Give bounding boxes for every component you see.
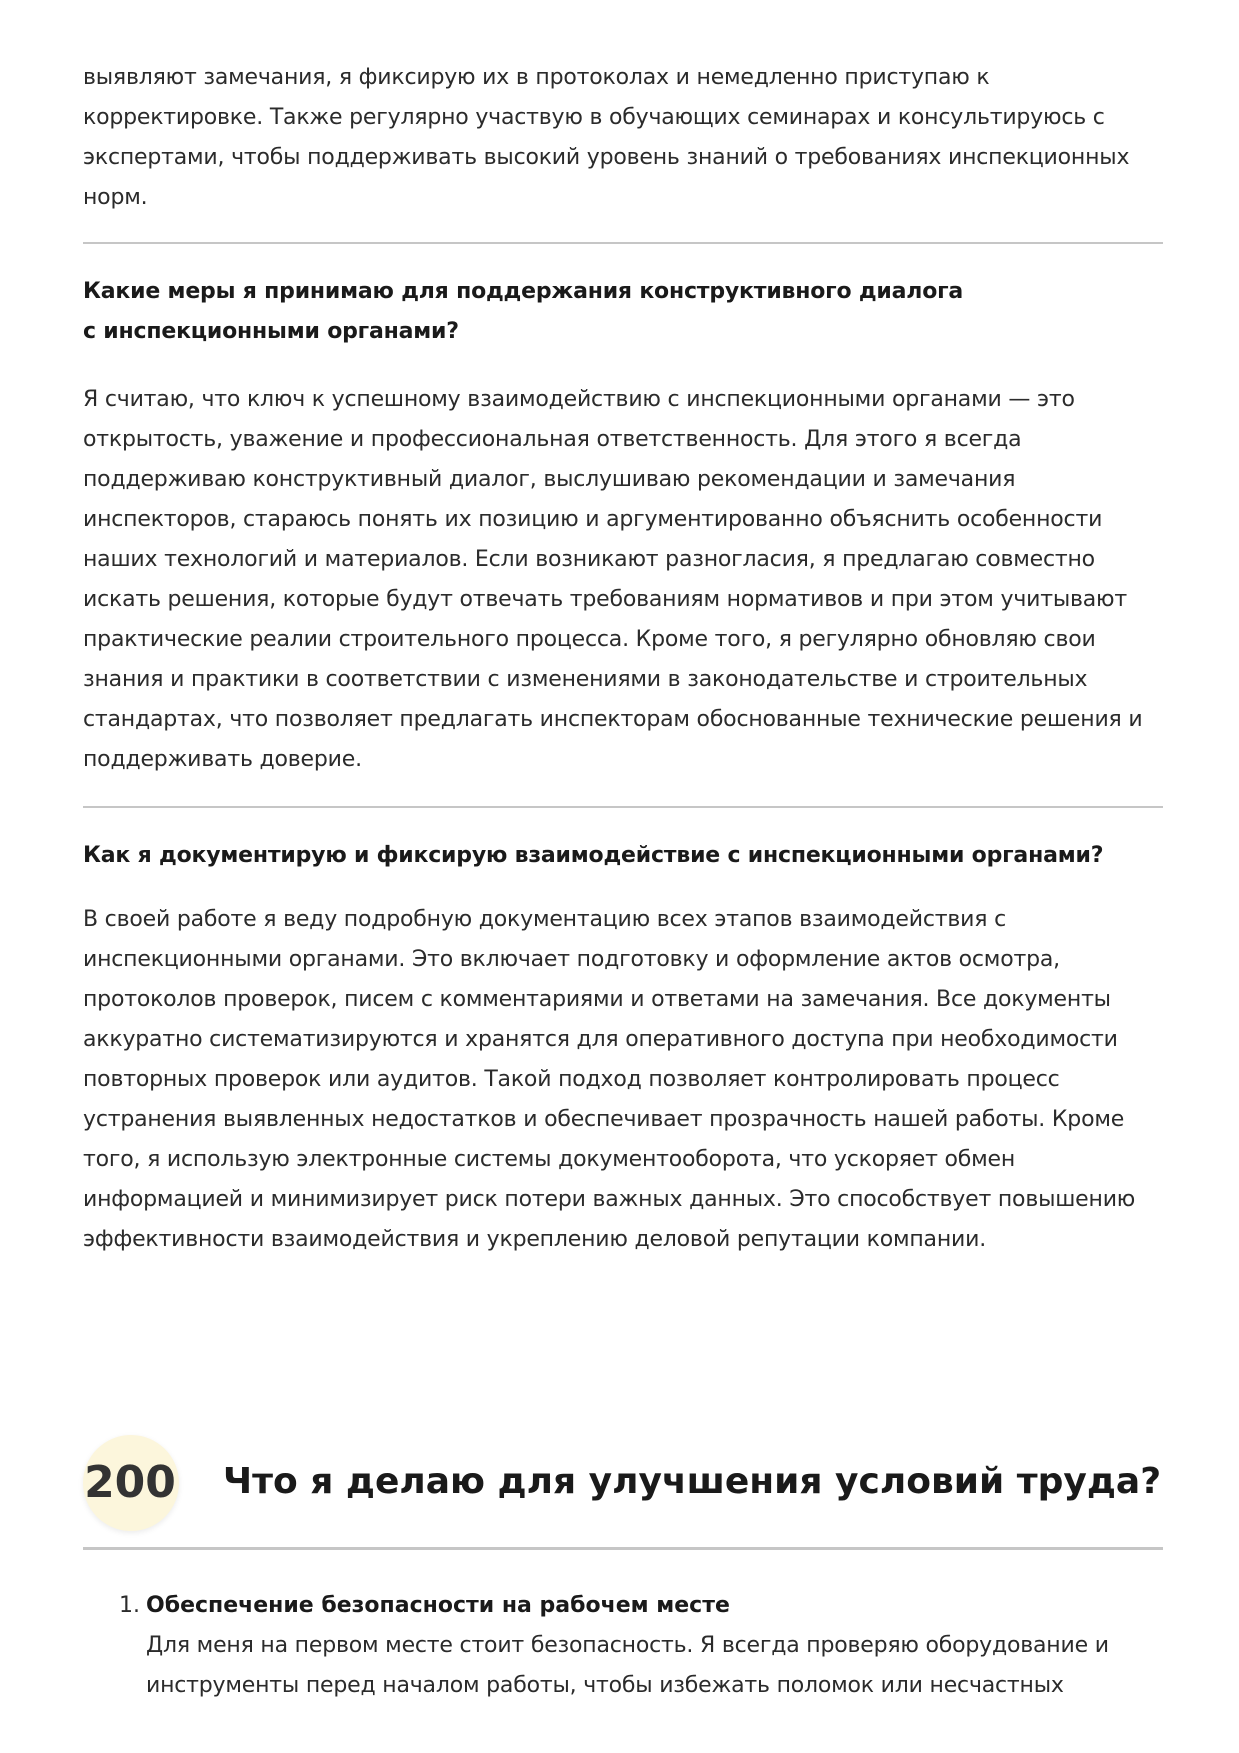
- section-header: [83, 1435, 1163, 1561]
- section-title: Что я делаю для улучшения условий труда?: [223, 1461, 1162, 1502]
- divider: [83, 806, 1163, 808]
- numbered-list: [83, 1586, 1163, 1706]
- divider: [83, 242, 1163, 244]
- question-heading: Как я документирую и фиксирую взаимодействие с инспекционными органами?: [83, 843, 1104, 868]
- question-heading: Какие меры я принимаю для поддержания конструктивного диалога с инспекционными органами?: [83, 279, 964, 344]
- list-item-text: Для меня на первом месте стоит безопасность. Я всегда проверяю оборудование и инструменты перед началом работы, чтобы избежать поломок или несчастных: [146, 1633, 1109, 1698]
- section-number: 200: [84, 1457, 176, 1508]
- answer-paragraph: Я считаю, что ключ к успешному взаимодействию с инспекционными органами — это открытость, уважение и профессиональная ответственность. Для этого я всегда поддерживаю конструктивный диалог, выслушиваю рекомендации и замечания инспекторов, стараюсь понять их позицию и аргументированно объяснить особенности наших технологий и материалов. Если возникают разногласия, я предлагаю совместно искать решения, которые будут отвечать требованиям нормативов и при этом учитывают практические реалии строительного процесса. Кроме того, я регулярно обновляю свои знания и практики в соответствии с изменениями в законодательстве и строительных стандартах, что позволяет предлагать инспекторам обоснованные технические решения и поддерживать доверие.: [83, 387, 1143, 772]
- answer-paragraph: В своей работе я веду подробную документацию всех этапов взаимодействия с инспекционными органами. Это включает подготовку и оформление актов осмотра, протоколов проверок, писем с комментариями и ответами на замечания. Все документы аккуратно систематизируются и хранятся для оперативного доступа при необходимости повторных проверок или аудитов. Такой подход позволяет контролировать процесс устранения выявленных недостатков и обеспечивает прозрачность нашей работы. Кроме того, я использую электронные системы документооборота, что ускоряет обмен информацией и минимизирует риск потери важных данных. Это способствует повышению эффективности взаимодействия и укреплению деловой репутации компании.: [83, 907, 1136, 1252]
- section-divider: [83, 1547, 1163, 1550]
- list-item: [83, 1586, 1163, 1706]
- list-item-title: Обеспечение безопасности на рабочем месте: [146, 1593, 730, 1618]
- list-item-number: 1.: [119, 1593, 140, 1618]
- intro-paragraph: выявляют замечания, я фиксирую их в протоколах и немедленно приступаю к корректировке. Также регулярно участвую в обучающих семинарах и консультируюсь с экспертами, чтобы поддерживать высокий уровень знаний о требованиях инспекционных норм.: [83, 65, 1130, 210]
